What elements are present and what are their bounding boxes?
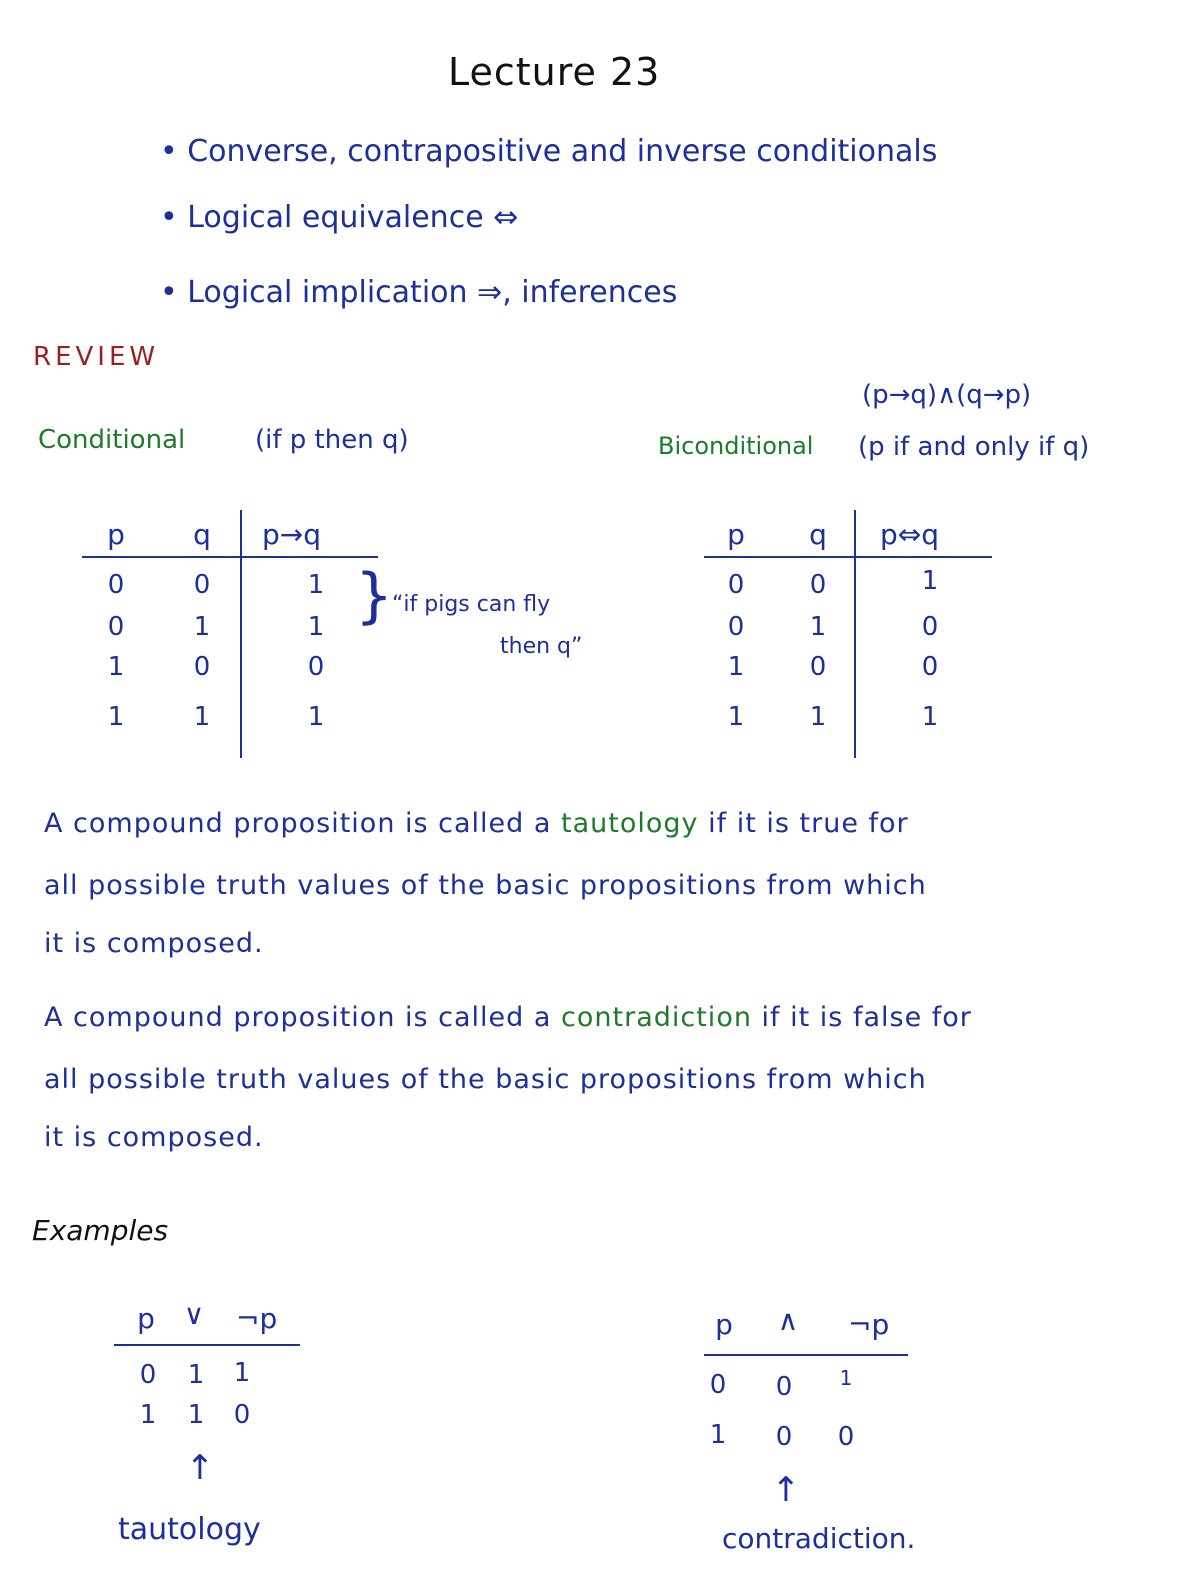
- page-title: Lecture 23: [448, 50, 661, 94]
- bullet-item: • Converse, contrapositive and inverse conditionals: [160, 134, 938, 169]
- table-cell: 0: [921, 612, 939, 642]
- table-header: q: [809, 518, 827, 551]
- table-cell: 0: [809, 652, 827, 682]
- table-cell: 1: [921, 702, 939, 732]
- table-header: p→q: [262, 518, 322, 551]
- table-cell: 0: [709, 1370, 727, 1400]
- table-cell: 1: [809, 612, 827, 642]
- table-cell: 0: [809, 570, 827, 600]
- bullet-text: Logical implication ⇒, inferences: [187, 275, 678, 310]
- table-header: p: [727, 518, 745, 551]
- table-cell: 0: [727, 612, 745, 642]
- definition-line: [44, 808, 909, 839]
- table-cell: 1: [709, 1420, 727, 1450]
- definition-line: all possible truth values of the basic propositions from which: [44, 870, 927, 901]
- table-divider: [854, 510, 856, 758]
- table-cell: 1: [187, 1360, 205, 1390]
- term-contradiction: contradiction: [561, 1002, 752, 1033]
- review-heading: REVIEW: [33, 342, 160, 372]
- table-cell: 0: [139, 1360, 157, 1390]
- table-header: q: [193, 518, 211, 551]
- table-cell: 0: [921, 652, 939, 682]
- table-cell: 1: [809, 702, 827, 732]
- table-cell: 0: [193, 570, 211, 600]
- definition-line: it is composed.: [44, 1122, 264, 1153]
- definition-text: A compound proposition is called a: [44, 808, 552, 839]
- biconditional-formula: (p→q)∧(q→p): [862, 380, 1032, 410]
- arrow-up-icon: ↑: [185, 1448, 215, 1488]
- definition-text: if it is false for: [761, 1002, 972, 1033]
- conditional-label: Conditional: [38, 425, 186, 455]
- table-header: ¬p: [848, 1308, 890, 1341]
- table-cell: 0: [837, 1422, 855, 1452]
- table-rule: [704, 556, 992, 558]
- arrow-up-icon: ↑: [771, 1470, 801, 1510]
- table-header: ∧: [777, 1304, 799, 1337]
- note-text: then q”: [500, 634, 583, 659]
- term-tautology: tautology: [561, 808, 699, 839]
- table-cell: 0: [193, 652, 211, 682]
- table-cell: 1: [921, 566, 939, 596]
- table-cell: 0: [107, 570, 125, 600]
- table-cell: 1: [233, 1358, 251, 1388]
- bullet-text: Logical equivalence ⇔: [187, 200, 519, 235]
- table-cell: 1: [307, 612, 325, 642]
- table-cell: 1: [307, 570, 325, 600]
- table-rule: [704, 1354, 908, 1356]
- examples-heading: Examples: [32, 1214, 169, 1247]
- table-cell: 1: [107, 702, 125, 732]
- table-cell: 1: [839, 1366, 853, 1390]
- table-cell: 1: [139, 1400, 157, 1430]
- caption-tautology: tautology: [118, 1512, 261, 1547]
- table-cell: 0: [307, 652, 325, 682]
- caption-contradiction: contradiction.: [722, 1522, 916, 1555]
- bullet-item: • Logical equivalence ⇔: [160, 200, 519, 235]
- table-cell: 1: [193, 612, 211, 642]
- table-cell: 1: [727, 652, 745, 682]
- table-cell: 0: [775, 1372, 793, 1402]
- bullet-item: • Logical implication ⇒, inferences: [160, 275, 678, 310]
- brace: }: [355, 561, 394, 631]
- biconditional-desc: (p if and only if q): [858, 432, 1090, 462]
- table-cell: 0: [727, 570, 745, 600]
- table-cell: 1: [107, 652, 125, 682]
- definition-line: [44, 1002, 972, 1033]
- table-rule: [114, 1344, 300, 1346]
- table-rule: [82, 556, 378, 558]
- definition-text: if it is true for: [708, 808, 909, 839]
- table-header: p⇔q: [880, 518, 940, 551]
- biconditional-label: Biconditional: [658, 432, 814, 460]
- table-cell: 0: [233, 1400, 251, 1430]
- table-header: p: [107, 518, 125, 551]
- table-cell: 1: [193, 702, 211, 732]
- note-text: “if pigs can fly: [392, 592, 551, 617]
- table-cell: 0: [775, 1422, 793, 1452]
- table-divider: [240, 510, 242, 758]
- definition-text: A compound proposition is called a: [44, 1002, 552, 1033]
- table-header: p: [137, 1302, 155, 1335]
- table-cell: 1: [187, 1400, 205, 1430]
- table-cell: 1: [727, 702, 745, 732]
- bullet-text: Converse, contrapositive and inverse conditionals: [187, 134, 938, 169]
- definition-line: all possible truth values of the basic propositions from which: [44, 1064, 927, 1095]
- conditional-desc: (if p then q): [255, 425, 409, 455]
- table-header: ∨: [183, 1298, 205, 1331]
- table-cell: 0: [107, 612, 125, 642]
- table-cell: 1: [307, 702, 325, 732]
- table-header: ¬p: [236, 1302, 278, 1335]
- table-header: p: [715, 1308, 733, 1341]
- definition-line: it is composed.: [44, 928, 264, 959]
